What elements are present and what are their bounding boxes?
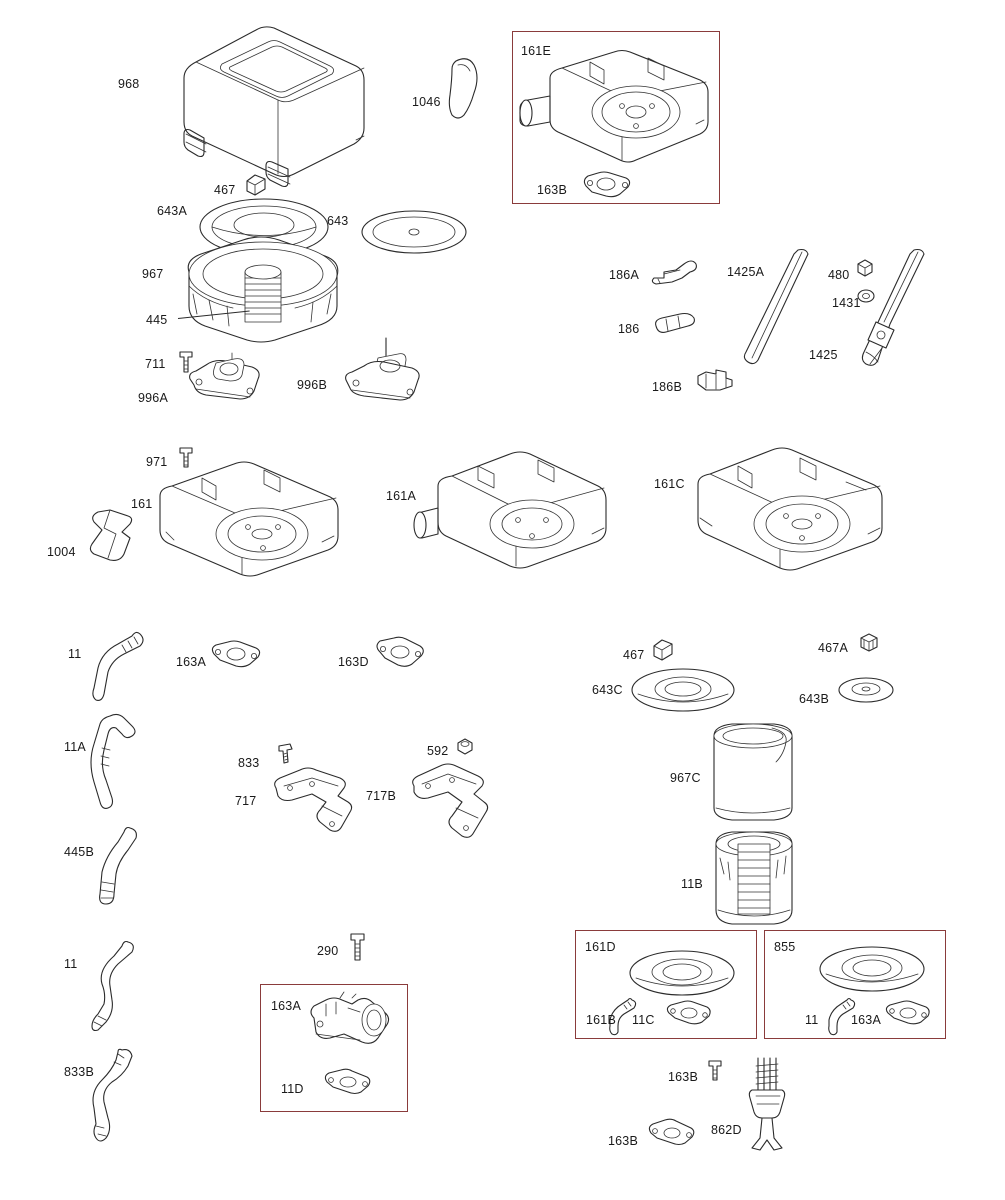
part-717B-bracket [408,758,508,848]
callout-161D: 161D [585,940,616,954]
part-163D-gasket [372,636,428,670]
part-592-nut [455,738,475,756]
callout-445B: 11B [681,877,703,891]
callout-711: 711 [145,357,166,371]
callout-1431: 1431 [832,296,861,310]
callout-996A: 996A [138,391,168,405]
part-996B-breather [340,336,424,408]
part-967C-canister [712,722,796,826]
part-855-carburetor [300,994,400,1058]
part-186B-clamp [694,368,736,394]
part-967-canister [183,236,343,348]
callout-11A: 11A [64,740,86,754]
part-11C-hose [88,938,144,1032]
part-467-clip-upper [243,173,269,197]
callout-855: 163A [271,999,301,1013]
part-161-base [152,460,342,580]
part-163B-gasket-bottom [646,1118,698,1148]
callout-717B: 717B [366,789,396,803]
part-163A-gasket-in-161B [883,1000,933,1026]
part-643-plate [360,208,468,256]
callout-996B: 996B [297,378,327,392]
callout-967: 967 [142,267,164,281]
part-163B-gasket-in-161E [580,170,636,200]
callout-968: 968 [118,77,140,91]
callout-643C: 643C [592,683,623,697]
callout-161C: 161C [654,477,685,491]
callout-11-161B: 11 [805,1013,819,1027]
callout-11C: 11 [64,957,78,971]
part-467-clip-lower [650,638,676,662]
part-996A-breather [186,355,266,407]
callout-833B: 163B [668,1070,698,1084]
callout-967C: 967C [670,771,701,785]
callout-1046: 1046 [412,95,441,109]
callout-717: 717 [235,794,257,808]
callout-186A: 186A [609,268,639,282]
callout-11D: 833B [64,1065,94,1079]
part-11-hose [94,628,150,706]
callout-163B-161E: 163B [537,183,567,197]
callout-163A: 163A [176,655,206,669]
callout-163B-855: 11D [281,1082,304,1096]
part-186-fitting [652,312,698,338]
part-186A-fitting [650,258,700,288]
callout-445: 445 [146,313,168,327]
callout-290: 290 [317,944,339,958]
callout-161: 161 [131,497,153,511]
callout-161E: 161E [521,44,551,58]
part-445B-filter [712,828,796,928]
callout-1004: 1004 [47,545,76,559]
callout-163A-161B: 163A [851,1013,881,1027]
callout-592: 592 [427,744,449,758]
callout-11: 11 [68,647,82,661]
callout-186: 186 [618,322,640,336]
part-161A-base [418,450,608,570]
callout-186B: 186B [652,380,682,394]
callout-467-lower: 467 [623,648,645,662]
callout-161B: 855 [774,940,796,954]
callout-467A: 467A [818,641,848,655]
part-163B-gasket-in-855 [322,1068,374,1096]
callout-971: 971 [146,455,168,469]
part-643B-plate [838,676,894,704]
callout-163D: 163D [338,655,369,669]
callout-467-upper: 467 [214,183,236,197]
part-11D-hose [88,1046,144,1144]
part-833B-screw [706,1058,724,1084]
part-11B-hose [88,824,144,910]
part-1004-duct [86,508,138,566]
callout-643A: 643A [157,204,187,218]
part-163A-gasket [208,640,264,670]
callout-163A-161D: 11C [632,1013,655,1027]
callout-833: 833 [238,756,260,770]
part-1046-knob [440,55,488,125]
part-161E-base [518,50,718,180]
part-968-air-cleaner-cover [160,22,380,182]
callout-11B: 445B [64,845,94,859]
callout-1425: 1425 [809,348,838,362]
callout-862D: 862D [711,1123,742,1137]
callout-643: 643 [327,214,349,228]
part-161C-base [688,446,888,574]
callout-1425A: 1425A [727,265,765,279]
callout-643B: 643B [799,692,829,706]
part-467A-nut [858,633,880,655]
callout-163B-bottom: 163B [608,1134,638,1148]
callout-480: 480 [828,268,850,282]
part-161D-plate [628,948,736,998]
part-11A-hose [88,712,144,810]
part-161B-plate [818,944,926,994]
part-717-bracket [272,764,372,842]
part-290-screw [348,930,368,964]
part-833-screw [276,742,296,766]
part-1425-rod [852,248,932,378]
part-862D-spring-assembly [736,1056,800,1152]
part-163A-gasket-in-161D [664,1000,714,1026]
callout-11-161D: 161B [586,1013,616,1027]
callout-161A: 161A [386,489,416,503]
part-643C-plate [630,666,736,714]
